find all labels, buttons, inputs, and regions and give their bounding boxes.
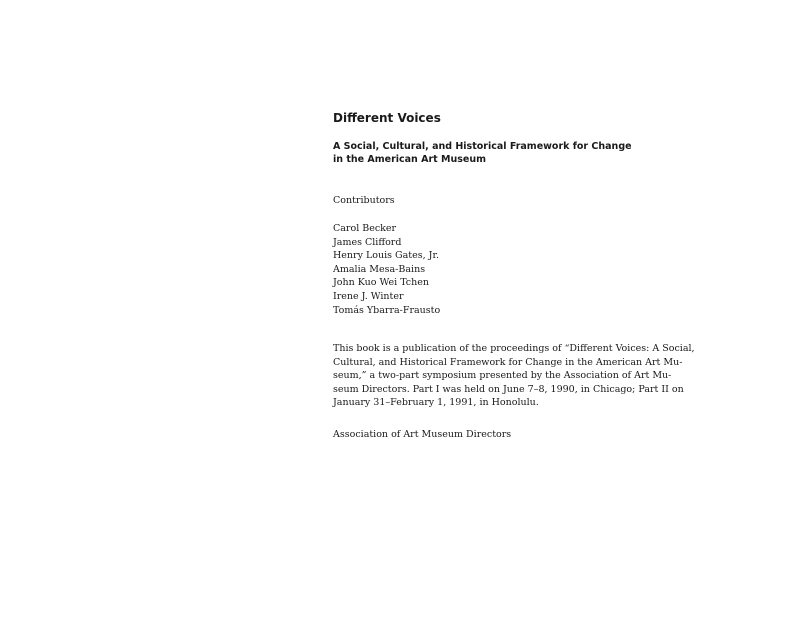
description-line: seum,” a two-part symposium presented by the Association of Art Mu- — [333, 370, 672, 382]
description-line: seum Directors. Part I was held on June 7–8, 1990, in Chicago; Part II on — [333, 383, 684, 395]
publication-description — [333, 342, 695, 410]
contributor-name: Carol Becker — [333, 223, 397, 234]
description-line: January 31–February 1, 1991, in Honolulu. — [333, 397, 539, 409]
description-line: Cultural, and Historical Framework for Change in the American Art Mu- — [333, 356, 683, 368]
book-subtitle — [333, 140, 633, 166]
book-title: Different Voices — [333, 111, 441, 125]
subtitle-line: A Social, Cultural, and Historical Framework for Change — [333, 141, 632, 152]
subtitle-line: in the American Art Museum — [333, 154, 486, 165]
contributor-name: Tomás Ybarra-Frausto — [333, 304, 441, 316]
contributor-name: James Clifford — [333, 236, 402, 248]
contributors-list — [333, 222, 440, 317]
contributors-heading: Contributors — [333, 195, 395, 206]
publisher-name: Association of Art Museum Directors — [333, 429, 512, 440]
contributor-name: Henry Louis Gates, Jr. — [333, 250, 439, 262]
contributor-name: Irene J. Winter — [333, 290, 404, 302]
description-line: This book is a publication of the proceedings of “Different Voices: A Social, — [333, 343, 695, 354]
contributor-name: Amalia Mesa-Bains — [333, 263, 426, 275]
contributor-name: John Kuo Wei Tchen — [333, 277, 429, 289]
